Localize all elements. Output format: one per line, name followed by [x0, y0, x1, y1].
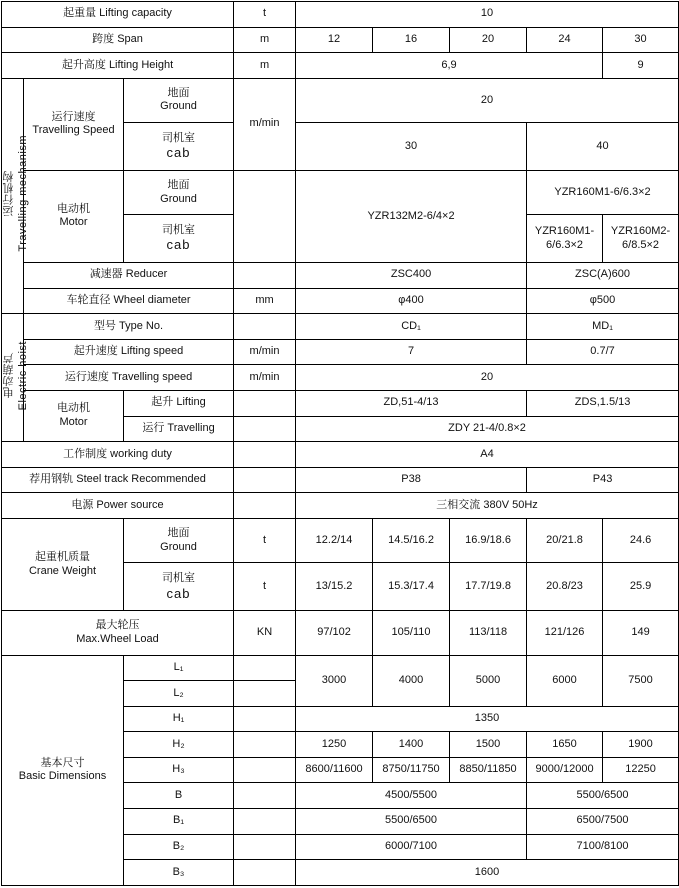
- value-max-wheel-load-1: 105/110: [373, 611, 450, 655]
- row-label-travelling-speed: 运行速度 Travelling Speed: [24, 78, 124, 170]
- value-reducer-a: ZSC400: [296, 263, 527, 289]
- unit-b2-empty: [234, 834, 296, 860]
- value-h2-0: 1250: [296, 732, 373, 758]
- value-type-no-b: MD₁: [527, 314, 679, 340]
- value-span-3: 24: [527, 27, 603, 53]
- value-motor-cab-right: YZR160M2-6/8.5×2: [603, 215, 679, 263]
- unit-l2-empty: [234, 681, 296, 707]
- value-max-wheel-load-4: 149: [603, 611, 679, 655]
- unit-crane-weight-cab: t: [234, 563, 296, 611]
- unit-hoist-travelling-speed: m/min: [234, 365, 296, 391]
- table-row: [2, 78, 679, 122]
- unit-power-source-empty: [234, 493, 296, 519]
- unit-l1-empty: [234, 655, 296, 681]
- value-power-source: 三相交流 380V 50Hz: [296, 493, 679, 519]
- value-hoist-motor-lifting-a: ZD,51-4/13: [296, 391, 527, 417]
- value-crane-weight-ground-0: 12.2/14: [296, 519, 373, 563]
- value-max-wheel-load-3: 121/126: [527, 611, 603, 655]
- value-crane-weight-cab-0: 13/15.2: [296, 563, 373, 611]
- table-row: [2, 365, 679, 391]
- row-label-power-source: 电源 Power source: [2, 493, 234, 519]
- row-label-basic-dimensions: 基本尺寸 Basic Dimensions: [2, 655, 124, 886]
- value-travelling-speed-cab-b: 40: [527, 123, 679, 171]
- value-wheel-diameter-b: φ500: [527, 288, 679, 314]
- value-type-no-a: CD₁: [296, 314, 527, 340]
- table-row: [2, 263, 679, 289]
- value-b-1: 5500/6500: [527, 783, 679, 809]
- unit-lifting-capacity: t: [234, 2, 296, 28]
- unit-steel-track-empty: [234, 467, 296, 493]
- table-row: [2, 53, 679, 79]
- unit-travelling-speed: m/min: [234, 78, 296, 170]
- value-wheel-diameter-a: φ400: [296, 288, 527, 314]
- value-hoist-travelling-speed: 20: [296, 365, 679, 391]
- row-label-travelling-motor: 电动机 Motor: [24, 170, 124, 262]
- unit-span: m: [234, 27, 296, 53]
- value-lifting-height-b: 9: [603, 53, 679, 79]
- value-motor-ground: YZR132M2-6/4×2: [296, 170, 527, 262]
- table-row: [2, 611, 679, 655]
- table-row: [2, 467, 679, 493]
- row-label-type-no: 型号 Type No.: [24, 314, 234, 340]
- table-row: [2, 442, 679, 468]
- value-h2-1: 1400: [373, 732, 450, 758]
- value-l-4: 7500: [603, 655, 679, 706]
- value-lifting-height-a: 6,9: [296, 53, 603, 79]
- dimension-name-b3: B₃: [124, 860, 234, 886]
- value-span-4: 30: [603, 27, 679, 53]
- value-b-0: 4500/5500: [296, 783, 527, 809]
- group-travelling-mechanism: 运行机构 Travelling mechanism: [2, 78, 24, 313]
- dimension-name-h2: H₂: [124, 732, 234, 758]
- group-electric-hoist: 电动葫芦 Electric hoist: [2, 314, 24, 442]
- unit-h1-empty: [234, 706, 296, 732]
- unit-max-wheel-load: KN: [234, 611, 296, 655]
- value-travelling-speed-cab-a: 30: [296, 123, 527, 171]
- unit-travelling-motor-empty: [234, 170, 296, 262]
- subrow-travelling-speed-cab: 司机室 cab: [124, 123, 234, 171]
- unit-working-duty-empty: [234, 442, 296, 468]
- value-crane-weight-cab-3: 20.8/23: [527, 563, 603, 611]
- value-motor-cab-top: YZR160M1-6/6.3×2: [527, 170, 679, 214]
- value-b2-0: 6000/7100: [296, 834, 527, 860]
- unit-reducer-empty: [234, 263, 296, 289]
- value-h1: 1350: [296, 706, 679, 732]
- row-label-hoist-motor: 电动机 Motor: [24, 391, 124, 442]
- subrow-motor-ground: 地面 Ground: [124, 170, 234, 214]
- value-reducer-b: ZSC(A)600: [527, 263, 679, 289]
- value-steel-track-b: P43: [527, 467, 679, 493]
- unit-hoist-motor-travelling-empty: [234, 416, 296, 442]
- value-l-0: 3000: [296, 655, 373, 706]
- table-row: [2, 391, 679, 417]
- value-h2-3: 1650: [527, 732, 603, 758]
- unit-b1-empty: [234, 809, 296, 835]
- dimension-name-h3: H₃: [124, 757, 234, 783]
- dimension-name-l2: L₂: [124, 681, 234, 707]
- row-label-lifting-height: 起升高度 Lifting Height: [2, 53, 234, 79]
- unit-b3-empty: [234, 860, 296, 886]
- value-lifting-capacity: 10: [296, 2, 679, 28]
- subrow-crane-weight-ground: 地面 Ground: [124, 519, 234, 563]
- value-max-wheel-load-0: 97/102: [296, 611, 373, 655]
- dimension-name-b: B: [124, 783, 234, 809]
- value-span-2: 20: [450, 27, 527, 53]
- row-label-hoist-lifting-speed: 起升速度 Lifting speed: [24, 339, 234, 365]
- unit-hoist-lifting-speed: m/min: [234, 339, 296, 365]
- unit-crane-weight-ground: t: [234, 519, 296, 563]
- value-b3: 1600: [296, 860, 679, 886]
- unit-hoist-motor-lifting-empty: [234, 391, 296, 417]
- value-hoist-lifting-speed-a: 7: [296, 339, 527, 365]
- value-crane-weight-cab-1: 15.3/17.4: [373, 563, 450, 611]
- unit-type-no-empty: [234, 314, 296, 340]
- value-h3-2: 8850/11850: [450, 757, 527, 783]
- value-span-0: 12: [296, 27, 373, 53]
- subrow-hoist-motor-travelling: 运行 Travelling: [124, 416, 234, 442]
- row-label-lifting-capacity: 起重量 Lifting capacity: [2, 2, 234, 28]
- value-l-1: 4000: [373, 655, 450, 706]
- value-hoist-motor-travelling: ZDY 21-4/0.8×2: [296, 416, 679, 442]
- subrow-travelling-speed-ground: 地面 Ground: [124, 78, 234, 122]
- value-b1-0: 5500/6500: [296, 809, 527, 835]
- dimension-name-b2: B₂: [124, 834, 234, 860]
- unit-wheel-diameter: mm: [234, 288, 296, 314]
- table-row: [2, 493, 679, 519]
- row-label-max-wheel-load: 最大轮压 Max.Wheel Load: [2, 611, 234, 655]
- value-max-wheel-load-2: 113/118: [450, 611, 527, 655]
- table-row: [2, 314, 679, 340]
- subrow-motor-cab: 司机室 cab: [124, 215, 234, 263]
- value-crane-weight-cab-2: 17.7/19.8: [450, 563, 527, 611]
- value-steel-track-a: P38: [296, 467, 527, 493]
- specification-table: [1, 1, 679, 886]
- value-b2-1: 7100/8100: [527, 834, 679, 860]
- dimension-name-b1: B₁: [124, 809, 234, 835]
- unit-h3-empty: [234, 757, 296, 783]
- dimension-name-l1: L₁: [124, 655, 234, 681]
- value-b1-1: 6500/7500: [527, 809, 679, 835]
- value-travelling-speed-ground: 20: [296, 78, 679, 122]
- unit-lifting-height: m: [234, 53, 296, 79]
- table-row: [2, 27, 679, 53]
- value-hoist-motor-lifting-b: ZDS,1.5/13: [527, 391, 679, 417]
- subrow-crane-weight-cab: 司机室 cab: [124, 563, 234, 611]
- value-crane-weight-ground-3: 20/21.8: [527, 519, 603, 563]
- row-label-steel-track: 荐用钢轨 Steel track Recommended: [2, 467, 234, 493]
- value-l-2: 5000: [450, 655, 527, 706]
- value-h3-4: 12250: [603, 757, 679, 783]
- table-row: [2, 170, 679, 214]
- value-l-3: 6000: [527, 655, 603, 706]
- value-crane-weight-ground-1: 14.5/16.2: [373, 519, 450, 563]
- value-motor-cab-left: YZR160M1-6/6.3×2: [527, 215, 603, 263]
- row-label-wheel-diameter: 车轮直径 Wheel diameter: [24, 288, 234, 314]
- table-row: [2, 655, 679, 681]
- value-working-duty: A4: [296, 442, 679, 468]
- value-crane-weight-ground-4: 24.6: [603, 519, 679, 563]
- value-hoist-lifting-speed-b: 0.7/7: [527, 339, 679, 365]
- table-row: [2, 519, 679, 563]
- row-label-span: 跨度 Span: [2, 27, 234, 53]
- value-span-1: 16: [373, 27, 450, 53]
- value-h3-3: 9000/12000: [527, 757, 603, 783]
- subrow-hoist-motor-lifting: 起升 Lifting: [124, 391, 234, 417]
- value-h2-2: 1500: [450, 732, 527, 758]
- table-row: [2, 288, 679, 314]
- row-label-crane-weight: 起重机质量 Crane Weight: [2, 519, 124, 611]
- value-h3-0: 8600/11600: [296, 757, 373, 783]
- spec-sheet: [0, 1, 679, 888]
- unit-b-empty: [234, 783, 296, 809]
- table-row: [2, 2, 679, 28]
- value-crane-weight-cab-4: 25.9: [603, 563, 679, 611]
- value-h2-4: 1900: [603, 732, 679, 758]
- row-label-hoist-travelling-speed: 运行速度 Travelling speed: [24, 365, 234, 391]
- row-label-reducer: 减速器 Reducer: [24, 263, 234, 289]
- value-h3-1: 8750/11750: [373, 757, 450, 783]
- dimension-name-h1: H₁: [124, 706, 234, 732]
- unit-h2-empty: [234, 732, 296, 758]
- row-label-working-duty: 工作制度 working duty: [2, 442, 234, 468]
- table-row: [2, 339, 679, 365]
- value-crane-weight-ground-2: 16.9/18.6: [450, 519, 527, 563]
